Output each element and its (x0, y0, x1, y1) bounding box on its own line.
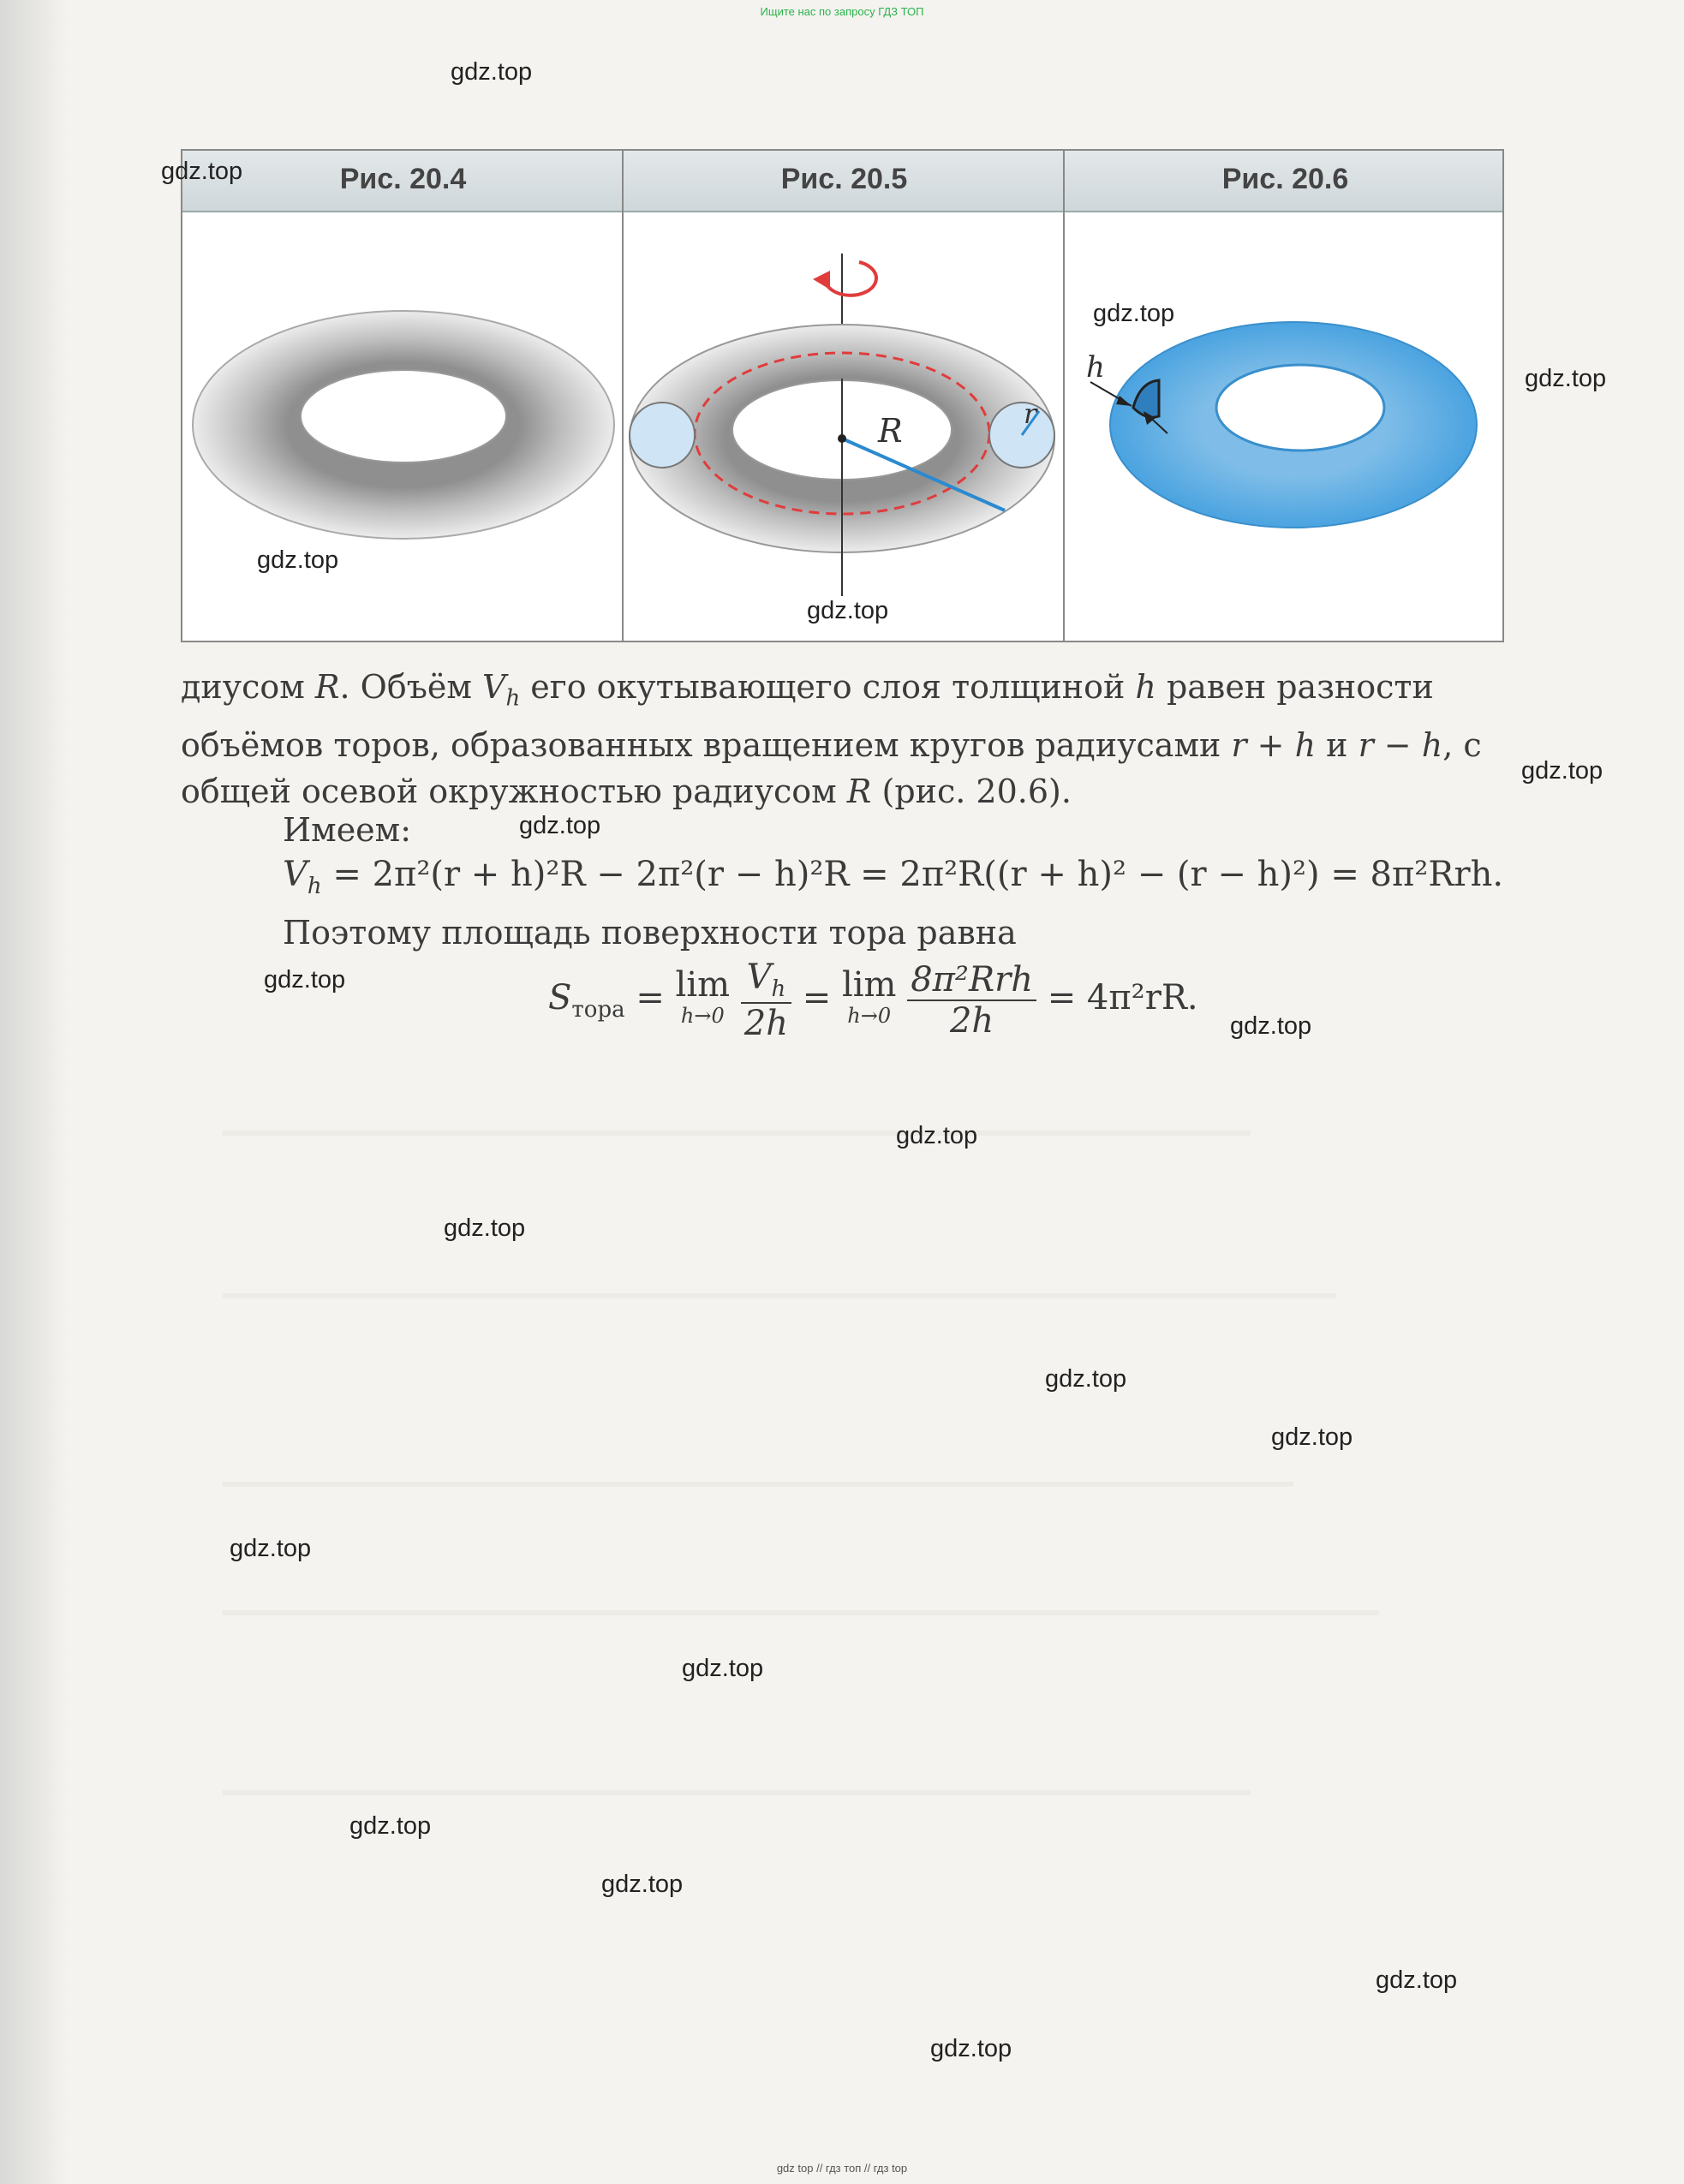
watermark: gdz.top (451, 58, 533, 86)
paragraph-we-have: Имеем: (283, 811, 412, 849)
watermark: gdz.top (519, 812, 601, 839)
torus-fig-20-6 (1086, 322, 1477, 528)
label-r: r (1024, 397, 1037, 430)
watermark: gdz.top (1271, 1423, 1353, 1451)
watermark: gdz.top (1093, 300, 1175, 327)
watermark: gdz.top (896, 1122, 978, 1149)
watermark: gdz.top (264, 966, 346, 994)
page-edge-shadow (0, 0, 69, 2184)
watermark: gdz.top (161, 158, 243, 185)
watermark: gdz.top (807, 597, 889, 624)
watermark: gdz.top (682, 1655, 764, 1682)
label-R: R (878, 412, 903, 450)
watermark: gdz.top (601, 1871, 684, 1898)
caption-fig-20-6: Рис. 20.6 (1221, 163, 1349, 195)
torus-fig-20-5 (630, 254, 1054, 596)
watermark: gdz.top (1230, 1012, 1312, 1040)
bleed-line (223, 1610, 1379, 1615)
formula-surface-area: $S_{тора} = \lim$ h→0 $\frac{V_h}{2h}$ = lim h→0 $\frac{\text{8π²Rrh}}{2h}$ = 4π²rR. (548, 958, 1198, 1043)
figures-canvas (182, 151, 1506, 644)
caption-fig-20-4: Рис. 20.4 (339, 163, 467, 195)
caption-fig-20-5: Рис. 20.5 (780, 163, 908, 195)
bleed-line (223, 1293, 1336, 1298)
bleed-line (223, 1131, 1251, 1136)
watermark: gdz.top (349, 1812, 432, 1840)
formula-volume: $V_h = 2\pi^2(r + h)^2R - 2\pi^2(r - h)^2R = 2\pi^2R((r + h)^2 - (r - h)^2) = 8\pi^2Rrh$. (283, 855, 1504, 899)
watermark: gdz.top (1525, 365, 1607, 392)
watermark: gdz.top (230, 1535, 312, 1562)
bleed-line (223, 1482, 1293, 1487)
watermark: gdz.top (444, 1214, 526, 1242)
watermark: gdz.top (1521, 757, 1603, 785)
watermark: gdz.top (930, 2035, 1012, 2062)
torus-fig-20-4 (193, 311, 614, 539)
watermark: gdz.top (1376, 1966, 1458, 1994)
paragraph-volume: диусом R. Объём $V_h$ его окутывающего слоя толщиной h равен разности объёмов торов, образованных вращением кругов радиусами r + h и r − h, с общей осевой окружностью радиусом R (рис. 20.6). (181, 668, 1482, 810)
label-h: h (1086, 350, 1105, 385)
top-banner: Ищите нас по запросу ГДЗ ТОП (760, 5, 924, 18)
watermark: gdz.top (1045, 1365, 1127, 1393)
watermark: gdz.top (257, 546, 339, 574)
figure-table (181, 149, 1504, 642)
bleed-line (223, 1790, 1251, 1795)
paragraph-therefore: Поэтому площадь поверхности тора равна (283, 914, 1017, 952)
footer-links: gdz top // гдз топ // гдз top (776, 2162, 908, 2175)
